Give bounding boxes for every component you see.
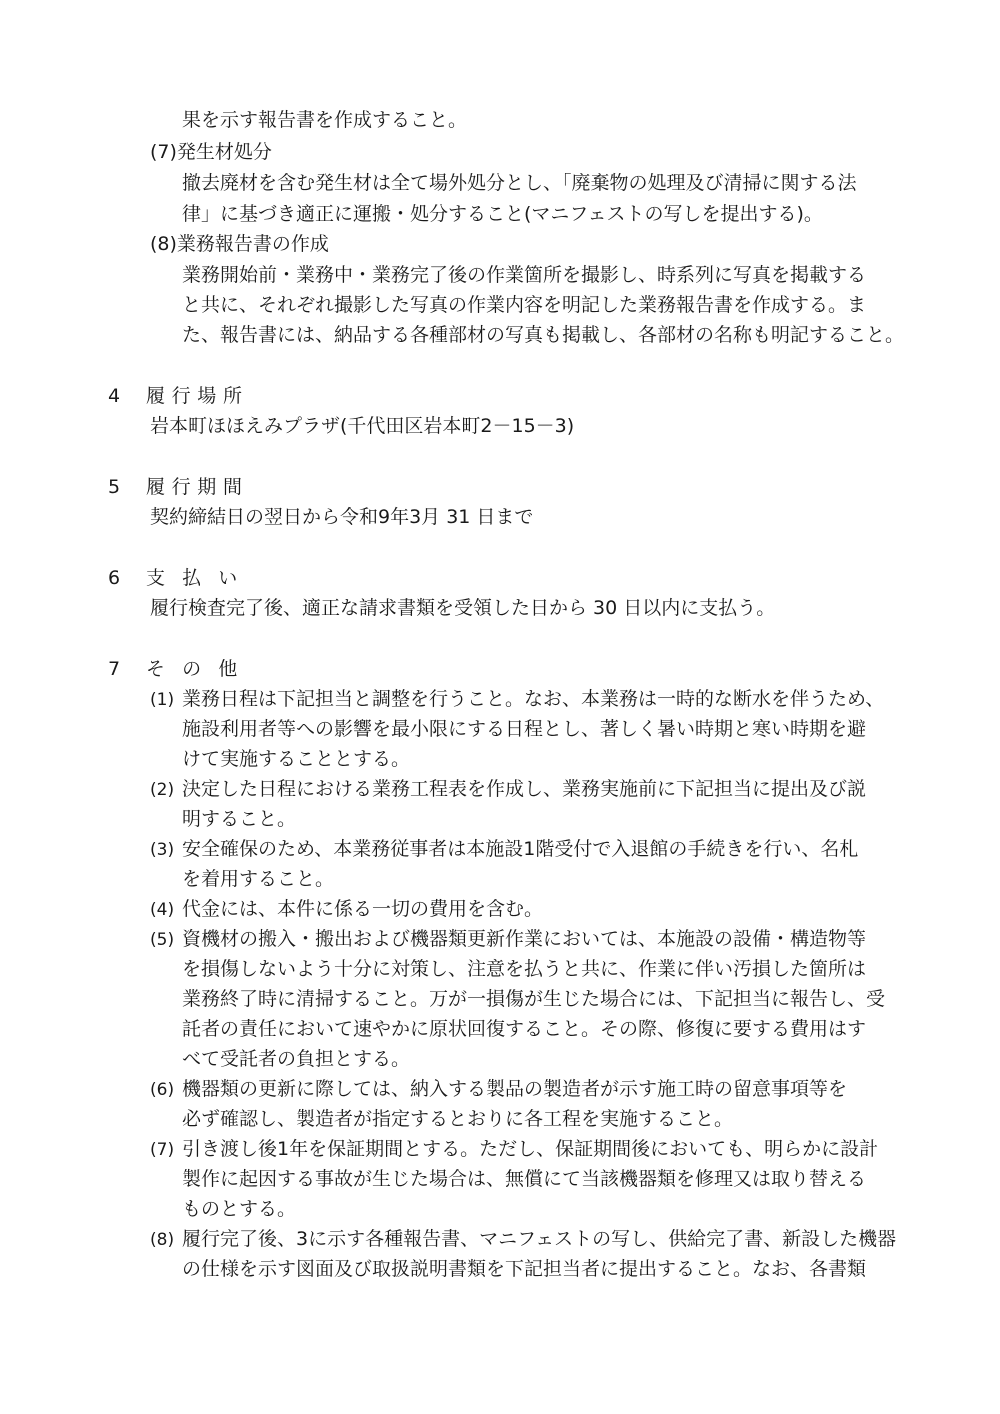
- list-item: [150, 776, 866, 803]
- item7-line-1: 撤去廃材を含む発生材は全て場外処分とし、「廃棄物の処理及び清掃に関する法: [182, 172, 857, 194]
- list-item: [150, 926, 866, 953]
- continuation-line: 果を示す報告書を作成すること。: [182, 109, 468, 131]
- list-item: [150, 1076, 847, 1103]
- list-line: 託者の責任において速やかに原状回復すること。その際、修復に要する費用はす: [182, 1018, 867, 1040]
- section4-heading: [108, 383, 249, 409]
- list-line: の仕様を示す図面及び取扱説明書類を下記担当者に提出すること。なお、各書類: [182, 1258, 867, 1280]
- list-marker: (3): [150, 840, 175, 860]
- list-line: 資機材の搬入・搬出および機器類更新作業においては、本施設の設備・構造物等: [182, 928, 867, 950]
- section7-number: 7: [108, 658, 121, 680]
- item7-heading: [150, 139, 272, 165]
- item8-marker: (8): [150, 233, 177, 255]
- list-marker: (2): [150, 780, 175, 800]
- list-line: 決定した日程における業務工程表を作成し、業務実施前に下記担当に提出及び説: [182, 778, 867, 800]
- list-line: 引き渡し後1年を保証期間とする。ただし、保証期間後においても、明らかに設計: [182, 1138, 879, 1160]
- list-item: [150, 1226, 896, 1253]
- list-item: [150, 896, 543, 923]
- section6-number: 6: [108, 567, 121, 589]
- item7-line-2: 律」に基づき適正に運搬・処分すること(マニフェストの写しを提出する)。: [182, 203, 823, 225]
- list-marker: (4): [150, 900, 175, 920]
- list-line: 業務終了時に清掃すること。万が一損傷が生じた場合には、下記担当に報告し、受: [182, 988, 886, 1010]
- list-marker: (1): [150, 690, 175, 710]
- list-marker: (5): [150, 930, 175, 950]
- list-line: を損傷しないよう十分に対策し、注意を払うと共に、作業に伴い汚損した箇所は: [182, 958, 867, 980]
- section4-number: 4: [108, 385, 121, 407]
- list-line: 代金には、本件に係る一切の費用を含む。: [182, 898, 544, 920]
- list-line: 施設利用者等への影響を最小限にする日程とし、著しく暑い時期と寒い時期を避: [182, 718, 867, 740]
- list-line: 安全確保のため、本業務従事者は本施設1階受付で入退館の手続きを行い、名札: [182, 838, 859, 860]
- item8-heading: [150, 231, 329, 257]
- list-line: 明すること。: [182, 808, 297, 830]
- list-item: [150, 686, 884, 713]
- section5-number: 5: [108, 476, 121, 498]
- list-line: を着用すること。: [182, 868, 335, 890]
- list-line: 機器類の更新に際しては、納入する製品の製造者が示す施工時の留意事項等を: [182, 1078, 848, 1100]
- list-line: 必ず確認し、製造者が指定するとおりに各工程を実施すること。: [182, 1108, 734, 1130]
- section4-title: 履行場所: [146, 385, 249, 407]
- section6-title: 支払い: [146, 567, 255, 589]
- list-line: 業務日程は下記担当と調整を行うこと。なお、本業務は一時的な断水を伴うため、: [182, 688, 885, 710]
- item8-line-1: 業務開始前・業務中・業務完了後の作業箇所を撮影し、時系列に写真を掲載する: [182, 264, 867, 286]
- section7-title: その他: [146, 658, 255, 680]
- section6-heading: [108, 565, 254, 591]
- section5-title: 履行期間: [146, 476, 249, 498]
- item8-line-3: た、報告書には、納品する各種部材の写真も掲載し、各部材の名称も明記すること。: [182, 324, 905, 346]
- list-line: ものとする。: [182, 1198, 297, 1220]
- section6-body: 履行検査完了後、適正な請求書類を受領した日から 30 日以内に支払う。: [150, 597, 776, 619]
- list-item: [150, 1136, 878, 1163]
- item7-marker: (7): [150, 141, 177, 163]
- item8-line-2: と共に、それぞれ撮影した写真の作業内容を明記した業務報告書を作成する。ま: [182, 294, 867, 316]
- list-marker: (6): [150, 1080, 175, 1100]
- list-marker: (8): [150, 1230, 175, 1250]
- list-line: けて実施することとする。: [182, 748, 411, 770]
- section7-heading: [108, 656, 254, 682]
- section5-heading: [108, 474, 249, 500]
- section4-body: 岩本町ほほえみプラザ(千代田区岩本町2－15－3): [150, 415, 575, 437]
- list-line: べて受託者の負担とする。: [182, 1048, 411, 1070]
- item7-title: 発生材処分: [176, 141, 272, 163]
- item8-title: 業務報告書の作成: [176, 233, 329, 255]
- list-marker: (7): [150, 1140, 175, 1160]
- list-line: 履行完了後、3に示す各種報告書、マニフェストの写し、供給完了書、新設した機器: [182, 1228, 897, 1250]
- section5-body: 契約締結日の翌日から令和9年3月 31 日まで: [150, 506, 534, 528]
- list-line: 製作に起因する事故が生じた場合は、無償にて当該機器類を修理又は取り替える: [182, 1168, 867, 1190]
- list-item: [150, 836, 858, 863]
